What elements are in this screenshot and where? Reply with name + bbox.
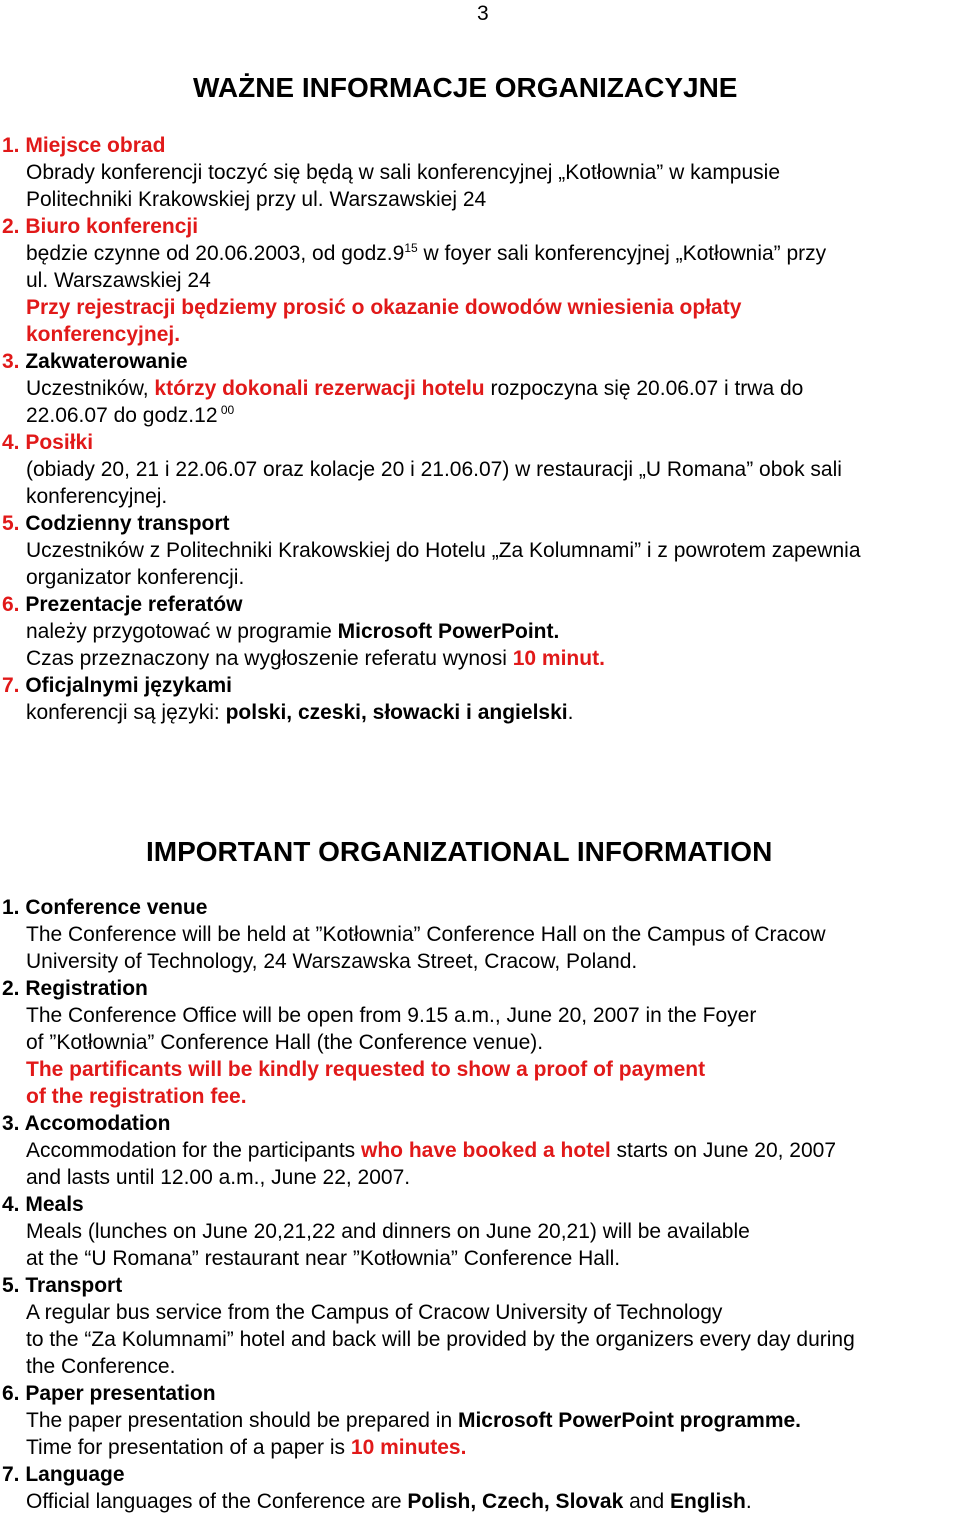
pl-section-7 bbox=[2, 672, 958, 726]
red-text: 10 minut. bbox=[512, 647, 605, 670]
text: konferencji są języki: bbox=[26, 701, 226, 724]
section-number: 3. bbox=[2, 350, 20, 373]
bold-text: Polish, Czech, Slovak bbox=[407, 1490, 624, 1513]
text-line: of ”Kotłownia” Conference Hall (the Conference venue). bbox=[26, 1031, 544, 1054]
text: 22.06.07 do godz.12 bbox=[26, 404, 218, 427]
section-title: 4. Posiłki bbox=[2, 431, 94, 454]
text-line bbox=[26, 375, 958, 402]
bold-text: Microsoft PowerPoint programme. bbox=[457, 1409, 802, 1432]
red-text: którzy dokonali rezerwacji hotelu bbox=[154, 377, 485, 400]
section-name: Zakwaterowanie bbox=[19, 350, 188, 373]
section-title: 2. Registration bbox=[2, 977, 148, 1000]
section-title: 4. Meals bbox=[2, 1193, 84, 1216]
section-number: 7. bbox=[2, 674, 20, 697]
bold-text: polski, czeski, słowacki i angielski bbox=[225, 701, 568, 724]
text-line: at the “U Romana” restaurant near ”Kotłownia” Conference Hall. bbox=[26, 1247, 621, 1270]
red-notice: konferencyjnej. bbox=[26, 323, 181, 346]
section-title: 7. Language bbox=[2, 1463, 125, 1486]
pl-section-6 bbox=[2, 591, 958, 672]
pl-section-3 bbox=[2, 348, 958, 429]
text-line: Politechniki Krakowskiej przy ul. Warszawskiej 24 bbox=[26, 188, 487, 211]
en-section-6 bbox=[2, 1380, 958, 1461]
en-section-4 bbox=[2, 1191, 958, 1272]
text-line bbox=[26, 645, 958, 672]
text: starts on June 20, 2007 bbox=[610, 1139, 837, 1162]
text-line bbox=[26, 699, 958, 726]
section-title: 1. Conference venue bbox=[2, 896, 208, 919]
text: Uczestników, bbox=[26, 377, 155, 400]
text-line: A regular bus service from the Campus of Cracow University of Technology bbox=[26, 1301, 723, 1324]
text-line: (obiady 20, 21 i 22.06.07 oraz kolacje 20 i 21.06.07) w restauracji „U Romana” obok sali bbox=[26, 458, 842, 481]
section-title bbox=[2, 510, 958, 537]
heading-en: IMPORTANT ORGANIZATIONAL INFORMATION bbox=[146, 836, 773, 867]
text-line bbox=[26, 618, 958, 645]
bold-text: Microsoft PowerPoint. bbox=[337, 620, 560, 643]
text-line: The Conference will be held at ”Kotłownia” Conference Hall on the Campus of Cracow bbox=[26, 923, 826, 946]
red-text: 10 minutes. bbox=[350, 1436, 467, 1459]
en-section-2 bbox=[2, 975, 958, 1110]
text-line: The Conference Office will be open from 9.15 a.m., June 20, 2007 in the Foyer bbox=[26, 1004, 757, 1027]
text: Official languages of the Conference are bbox=[26, 1490, 408, 1513]
bold-text: English bbox=[669, 1490, 746, 1513]
red-notice: of the registration fee. bbox=[26, 1085, 247, 1108]
section-title bbox=[2, 672, 958, 699]
pl-section-4 bbox=[2, 429, 958, 510]
text-line: konferencyjnej. bbox=[26, 485, 168, 508]
text-line bbox=[26, 1407, 958, 1434]
heading-pl: WAŻNE INFORMACJE ORGANIZACYJNE bbox=[193, 72, 738, 103]
en-section-3 bbox=[2, 1110, 958, 1191]
red-notice: The partificants will be kindly requested to show a proof of payment bbox=[26, 1058, 706, 1081]
text: Accommodation for the participants bbox=[26, 1139, 361, 1162]
text-line: organizator konferencji. bbox=[26, 566, 245, 589]
text-line: to the “Za Kolumnami” hotel and back will be provided by the organizers every day during bbox=[26, 1328, 855, 1351]
en-section-5 bbox=[2, 1272, 958, 1380]
section-name: Prezentacje referatów bbox=[19, 593, 243, 616]
section-title: 6. Paper presentation bbox=[2, 1382, 216, 1405]
text-line: and lasts until 12.00 a.m., June 22, 2007. bbox=[26, 1166, 411, 1189]
text: w foyer sali konferencyjnej „Kotłownia” przy bbox=[417, 242, 827, 265]
text-line bbox=[26, 240, 958, 267]
text-line: Obrady konferencji toczyć się będą w sali konferencyjnej „Kotłownia” w kampusie bbox=[26, 161, 781, 184]
section-title: 5. Transport bbox=[2, 1274, 123, 1297]
page-number: 3 bbox=[477, 2, 489, 25]
text: będzie czynne od 20.06.2003, od godz.9 bbox=[26, 242, 405, 265]
text-line: the Conference. bbox=[26, 1355, 176, 1378]
section-title: 1. Miejsce obrad bbox=[2, 134, 166, 157]
text-line bbox=[26, 402, 958, 429]
text: należy przygotować w programie bbox=[26, 620, 338, 643]
superscript: 15 bbox=[404, 241, 418, 255]
text-line: Uczestników z Politechniki Krakowskiej do Hotelu „Za Kolumnami” i z powrotem zapewnia bbox=[26, 539, 861, 562]
text-line: University of Technology, 24 Warszawska Street, Cracow, Poland. bbox=[26, 950, 638, 973]
section-name: Oficjalnymi językami bbox=[19, 674, 232, 697]
text-line: ul. Warszawskiej 24 bbox=[26, 269, 211, 292]
en-section-1 bbox=[2, 894, 958, 975]
pl-section-5 bbox=[2, 510, 958, 591]
section-title: 3. Accomodation bbox=[2, 1112, 171, 1135]
text-line bbox=[26, 1488, 958, 1515]
text: The paper presentation should be prepared in bbox=[26, 1409, 458, 1432]
text-line bbox=[26, 1137, 958, 1164]
text: . bbox=[567, 701, 574, 724]
section-title bbox=[2, 591, 958, 618]
red-notice: Przy rejestracji będziemy prosić o okazanie dowodów wniesienia opłaty bbox=[26, 296, 742, 319]
section-title bbox=[2, 348, 958, 375]
text-line: Meals (lunches on June 20,21,22 and dinners on June 20,21) will be available bbox=[26, 1220, 750, 1243]
pl-section-1 bbox=[2, 132, 958, 213]
section-title: 2. Biuro konferencji bbox=[2, 215, 199, 238]
section-number: 6. bbox=[2, 593, 20, 616]
text: Time for presentation of a paper is bbox=[26, 1436, 351, 1459]
text: Czas przeznaczony na wygłoszenie referatu wynosi bbox=[26, 647, 513, 670]
text: . bbox=[745, 1490, 752, 1513]
text-line bbox=[26, 1434, 958, 1461]
en-section-7 bbox=[2, 1461, 958, 1515]
text: rozpoczyna się 20.06.07 i trwa do bbox=[484, 377, 804, 400]
superscript: 00 bbox=[217, 403, 235, 417]
text: and bbox=[623, 1490, 670, 1513]
pl-section-2 bbox=[2, 213, 958, 348]
red-text: who have booked a hotel bbox=[361, 1139, 611, 1162]
section-name: Codzienny transport bbox=[19, 512, 230, 535]
section-number: 5. bbox=[2, 512, 20, 535]
